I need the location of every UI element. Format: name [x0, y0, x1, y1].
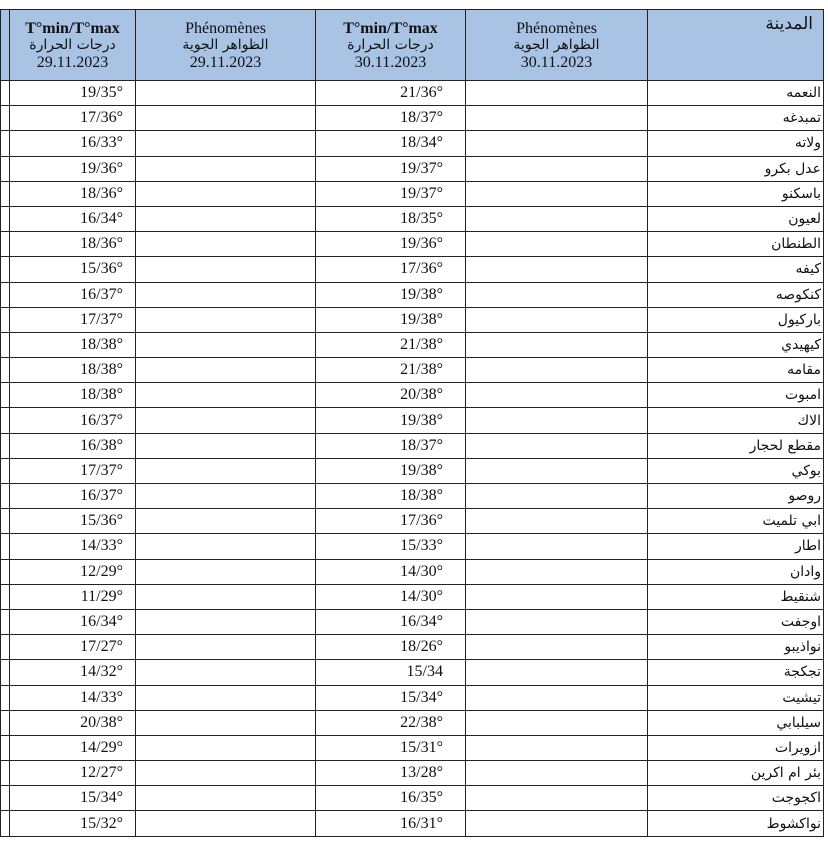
temp-29-cell: 18/38° — [10, 383, 136, 408]
table-row — [1, 685, 824, 710]
phenomena-30-cell — [466, 660, 648, 685]
row-edge-cell — [1, 584, 10, 609]
phenomena-30-cell — [466, 484, 648, 509]
temp-29-cell: 17/37° — [10, 307, 136, 332]
temp-30-cell: 18/34° — [316, 131, 466, 156]
table-row — [1, 232, 824, 257]
header-edge-cell — [1, 10, 10, 81]
temp-30-cell: 19/37° — [316, 181, 466, 206]
temp-30-cell: 15/33° — [316, 534, 466, 559]
city-name-cell: النعمه — [648, 81, 824, 106]
row-edge-cell — [1, 609, 10, 634]
temp-29-cell: 20/38° — [10, 710, 136, 735]
row-edge-cell — [1, 282, 10, 307]
temp-29-cell: 14/33° — [10, 685, 136, 710]
phenomena-30-cell — [466, 282, 648, 307]
table-row — [1, 257, 824, 282]
row-edge-cell — [1, 358, 10, 383]
temp-29-cell: 11/29° — [10, 584, 136, 609]
phenomena-30-cell — [466, 433, 648, 458]
row-edge-cell — [1, 786, 10, 811]
temp-30-cell: 18/37° — [316, 106, 466, 131]
temp-30-cell: 15/34 — [316, 660, 466, 685]
temp-29-cell: 14/29° — [10, 735, 136, 760]
temp-29-cell: 15/36° — [10, 509, 136, 534]
city-name-cell: الاك — [648, 408, 824, 433]
header-phen-29-line3: 29.11.2023 — [189, 53, 262, 71]
header-temp-30-line1: T°min/T°max — [343, 19, 438, 37]
city-name-cell: بئر ام اكرين — [648, 761, 824, 786]
phenomena-29-cell — [136, 131, 316, 156]
table-row — [1, 484, 824, 509]
row-edge-cell — [1, 458, 10, 483]
temp-29-cell: 19/36° — [10, 156, 136, 181]
table-row — [1, 156, 824, 181]
temp-29-cell: 15/32° — [10, 811, 136, 836]
row-edge-cell — [1, 383, 10, 408]
table-row — [1, 534, 824, 559]
temp-29-cell: 16/37° — [10, 484, 136, 509]
phenomena-29-cell — [136, 811, 316, 836]
phenomena-29-cell — [136, 635, 316, 660]
table-row — [1, 811, 824, 836]
temp-29-cell: 16/34° — [10, 609, 136, 634]
table-row — [1, 131, 824, 156]
phenomena-30-cell — [466, 131, 648, 156]
phenomena-29-cell — [136, 735, 316, 760]
phenomena-30-cell — [466, 106, 648, 131]
phenomena-29-cell — [136, 685, 316, 710]
temp-29-cell: 16/34° — [10, 206, 136, 231]
city-name-cell: كيهيدي — [648, 332, 824, 357]
header-phen-29-line1: Phénomènes — [185, 19, 266, 37]
phenomena-29-cell — [136, 106, 316, 131]
temp-30-cell: 17/36° — [316, 257, 466, 282]
phenomena-29-cell — [136, 786, 316, 811]
city-name-cell: باركيول — [648, 307, 824, 332]
table-row — [1, 282, 824, 307]
phenomena-29-cell — [136, 509, 316, 534]
header-phen-30-line2: الظواهر الجوية — [513, 36, 600, 53]
phenomena-29-cell — [136, 761, 316, 786]
city-name-cell: باسكنو — [648, 181, 824, 206]
phenomena-30-cell — [466, 534, 648, 559]
phenomena-30-cell — [466, 307, 648, 332]
city-name-cell: تمبدغه — [648, 106, 824, 131]
temp-30-cell: 15/34° — [316, 685, 466, 710]
temp-30-cell: 18/37° — [316, 433, 466, 458]
temp-29-cell: 14/33° — [10, 534, 136, 559]
phenomena-30-cell — [466, 559, 648, 584]
table-row — [1, 609, 824, 634]
phenomena-30-cell — [466, 332, 648, 357]
row-edge-cell — [1, 660, 10, 685]
table-row — [1, 584, 824, 609]
temp-30-cell: 19/38° — [316, 307, 466, 332]
temp-30-cell: 19/36° — [316, 232, 466, 257]
phenomena-30-cell — [466, 685, 648, 710]
phenomena-29-cell — [136, 383, 316, 408]
temp-29-cell: 18/36° — [10, 232, 136, 257]
phenomena-29-cell — [136, 282, 316, 307]
temp-30-cell: 19/38° — [316, 458, 466, 483]
phenomena-30-cell — [466, 232, 648, 257]
temp-30-cell: 19/38° — [316, 282, 466, 307]
temp-29-cell: 17/27° — [10, 635, 136, 660]
table-row — [1, 106, 824, 131]
temp-29-cell: 15/36° — [10, 257, 136, 282]
row-edge-cell — [1, 106, 10, 131]
table-row — [1, 786, 824, 811]
table-row — [1, 433, 824, 458]
row-edge-cell — [1, 131, 10, 156]
temp-30-cell: 21/36° — [316, 81, 466, 106]
table-row — [1, 332, 824, 357]
row-edge-cell — [1, 206, 10, 231]
row-edge-cell — [1, 433, 10, 458]
temp-29-cell: 16/37° — [10, 282, 136, 307]
city-name-cell: مقطع لحجار — [648, 433, 824, 458]
table-row — [1, 660, 824, 685]
row-edge-cell — [1, 685, 10, 710]
temp-29-cell: 17/37° — [10, 458, 136, 483]
city-name-cell: عدل بكرو — [648, 156, 824, 181]
temp-30-cell: 14/30° — [316, 584, 466, 609]
phenomena-30-cell — [466, 811, 648, 836]
row-edge-cell — [1, 710, 10, 735]
phenomena-29-cell — [136, 307, 316, 332]
city-name-cell: كيفه — [648, 257, 824, 282]
temp-30-cell: 18/38° — [316, 484, 466, 509]
phenomena-30-cell — [466, 458, 648, 483]
row-edge-cell — [1, 232, 10, 257]
phenomena-29-cell — [136, 332, 316, 357]
header-temp-30 — [316, 10, 466, 81]
row-edge-cell — [1, 761, 10, 786]
phenomena-30-cell — [466, 257, 648, 282]
table-row — [1, 735, 824, 760]
temp-30-cell: 21/38° — [316, 358, 466, 383]
header-temp-29 — [10, 10, 136, 81]
row-edge-cell — [1, 559, 10, 584]
temp-29-cell: 18/38° — [10, 358, 136, 383]
temp-30-cell: 22/38° — [316, 710, 466, 735]
temp-29-cell: 14/32° — [10, 660, 136, 685]
row-edge-cell — [1, 534, 10, 559]
temp-30-cell: 16/35° — [316, 786, 466, 811]
row-edge-cell — [1, 332, 10, 357]
phenomena-29-cell — [136, 484, 316, 509]
table-row — [1, 635, 824, 660]
row-edge-cell — [1, 181, 10, 206]
city-name-cell: شنقيط — [648, 584, 824, 609]
row-edge-cell — [1, 484, 10, 509]
phenomena-30-cell — [466, 509, 648, 534]
city-name-cell: مقامه — [648, 358, 824, 383]
phenomena-29-cell — [136, 181, 316, 206]
phenomena-29-cell — [136, 257, 316, 282]
header-phen-29 — [136, 10, 316, 81]
temp-29-cell: 17/36° — [10, 106, 136, 131]
row-edge-cell — [1, 408, 10, 433]
phenomena-29-cell — [136, 559, 316, 584]
row-edge-cell — [1, 811, 10, 836]
header-phen-30-line1: Phénomènes — [516, 19, 597, 37]
temp-30-cell: 17/36° — [316, 509, 466, 534]
table-row — [1, 358, 824, 383]
temp-30-cell: 15/31° — [316, 735, 466, 760]
city-name-cell: تجكجة — [648, 660, 824, 685]
city-name-cell: لعيون — [648, 206, 824, 231]
city-name-cell: نواذيبو — [648, 635, 824, 660]
city-name-cell: سيلبابي — [648, 710, 824, 735]
city-name-cell: اكجوجت — [648, 786, 824, 811]
phenomena-29-cell — [136, 609, 316, 634]
phenomena-30-cell — [466, 156, 648, 181]
temp-30-cell: 16/31° — [316, 811, 466, 836]
temp-29-cell: 16/37° — [10, 408, 136, 433]
header-phen-30-line3: 30.11.2023 — [520, 53, 593, 71]
city-name-cell: تيشيت — [648, 685, 824, 710]
row-edge-cell — [1, 257, 10, 282]
temp-29-cell: 16/33° — [10, 131, 136, 156]
row-edge-cell — [1, 156, 10, 181]
phenomena-30-cell — [466, 383, 648, 408]
table-row — [1, 458, 824, 483]
header-temp-30-line2: درجات الحرارة — [347, 36, 434, 53]
temp-30-cell: 14/30° — [316, 559, 466, 584]
header-row — [1, 10, 824, 81]
header-phen-30 — [466, 10, 648, 81]
city-name-cell: امبوت — [648, 383, 824, 408]
city-name-cell: ولاته — [648, 131, 824, 156]
table-row — [1, 710, 824, 735]
phenomena-30-cell — [466, 786, 648, 811]
header-temp-29-line2: درجات الحرارة — [29, 36, 116, 53]
phenomena-30-cell — [466, 635, 648, 660]
city-name-cell: كنكوصه — [648, 282, 824, 307]
header-phen-29-line2: الظواهر الجوية — [182, 36, 269, 53]
header-temp-29-line3: 29.11.2023 — [36, 53, 109, 71]
temp-30-cell: 18/26° — [316, 635, 466, 660]
temp-29-cell: 12/27° — [10, 761, 136, 786]
phenomena-29-cell — [136, 358, 316, 383]
phenomena-30-cell — [466, 181, 648, 206]
row-edge-cell — [1, 307, 10, 332]
phenomena-29-cell — [136, 206, 316, 231]
city-name-cell: روصو — [648, 484, 824, 509]
temp-29-cell: 16/38° — [10, 433, 136, 458]
table-row — [1, 81, 824, 106]
phenomena-30-cell — [466, 609, 648, 634]
temp-30-cell: 20/38° — [316, 383, 466, 408]
phenomena-29-cell — [136, 232, 316, 257]
table-row — [1, 509, 824, 534]
forecast-table — [0, 9, 824, 837]
city-name-cell: الطنطان — [648, 232, 824, 257]
city-name-cell: ازويرات — [648, 735, 824, 760]
temp-30-cell: 13/28° — [316, 761, 466, 786]
phenomena-29-cell — [136, 660, 316, 685]
temp-29-cell: 19/35° — [10, 81, 136, 106]
phenomena-29-cell — [136, 433, 316, 458]
temp-30-cell: 16/34° — [316, 609, 466, 634]
row-edge-cell — [1, 81, 10, 106]
city-name-cell: وادان — [648, 559, 824, 584]
table-row — [1, 761, 824, 786]
header-temp-29-line1: T°min/T°max — [25, 19, 120, 37]
table-body — [1, 81, 824, 837]
table-row — [1, 206, 824, 231]
phenomena-29-cell — [136, 584, 316, 609]
phenomena-29-cell — [136, 710, 316, 735]
phenomena-29-cell — [136, 156, 316, 181]
table-row — [1, 559, 824, 584]
phenomena-30-cell — [466, 761, 648, 786]
phenomena-29-cell — [136, 408, 316, 433]
table-row — [1, 408, 824, 433]
temp-30-cell: 18/35° — [316, 206, 466, 231]
phenomena-30-cell — [466, 584, 648, 609]
city-name-cell: بوكي — [648, 458, 824, 483]
phenomena-29-cell — [136, 81, 316, 106]
row-edge-cell — [1, 635, 10, 660]
table-row — [1, 383, 824, 408]
city-name-cell: اوجفت — [648, 609, 824, 634]
row-edge-cell — [1, 735, 10, 760]
city-name-cell: ابي تلميت — [648, 509, 824, 534]
city-name-cell: نواكشوط — [648, 811, 824, 836]
header-city: المدينة — [648, 10, 824, 81]
phenomena-30-cell — [466, 735, 648, 760]
phenomena-30-cell — [466, 710, 648, 735]
phenomena-30-cell — [466, 358, 648, 383]
table-row — [1, 181, 824, 206]
phenomena-29-cell — [136, 458, 316, 483]
row-edge-cell — [1, 509, 10, 534]
temp-29-cell: 18/38° — [10, 332, 136, 357]
city-name-cell: اطار — [648, 534, 824, 559]
phenomena-30-cell — [466, 81, 648, 106]
header-temp-30-line3: 30.11.2023 — [354, 53, 427, 71]
temp-30-cell: 19/38° — [316, 408, 466, 433]
temp-30-cell: 21/38° — [316, 332, 466, 357]
phenomena-30-cell — [466, 206, 648, 231]
phenomena-30-cell — [466, 408, 648, 433]
table-row — [1, 307, 824, 332]
phenomena-29-cell — [136, 534, 316, 559]
temp-29-cell: 12/29° — [10, 559, 136, 584]
temp-29-cell: 18/36° — [10, 181, 136, 206]
temp-29-cell: 15/34° — [10, 786, 136, 811]
temp-30-cell: 19/37° — [316, 156, 466, 181]
